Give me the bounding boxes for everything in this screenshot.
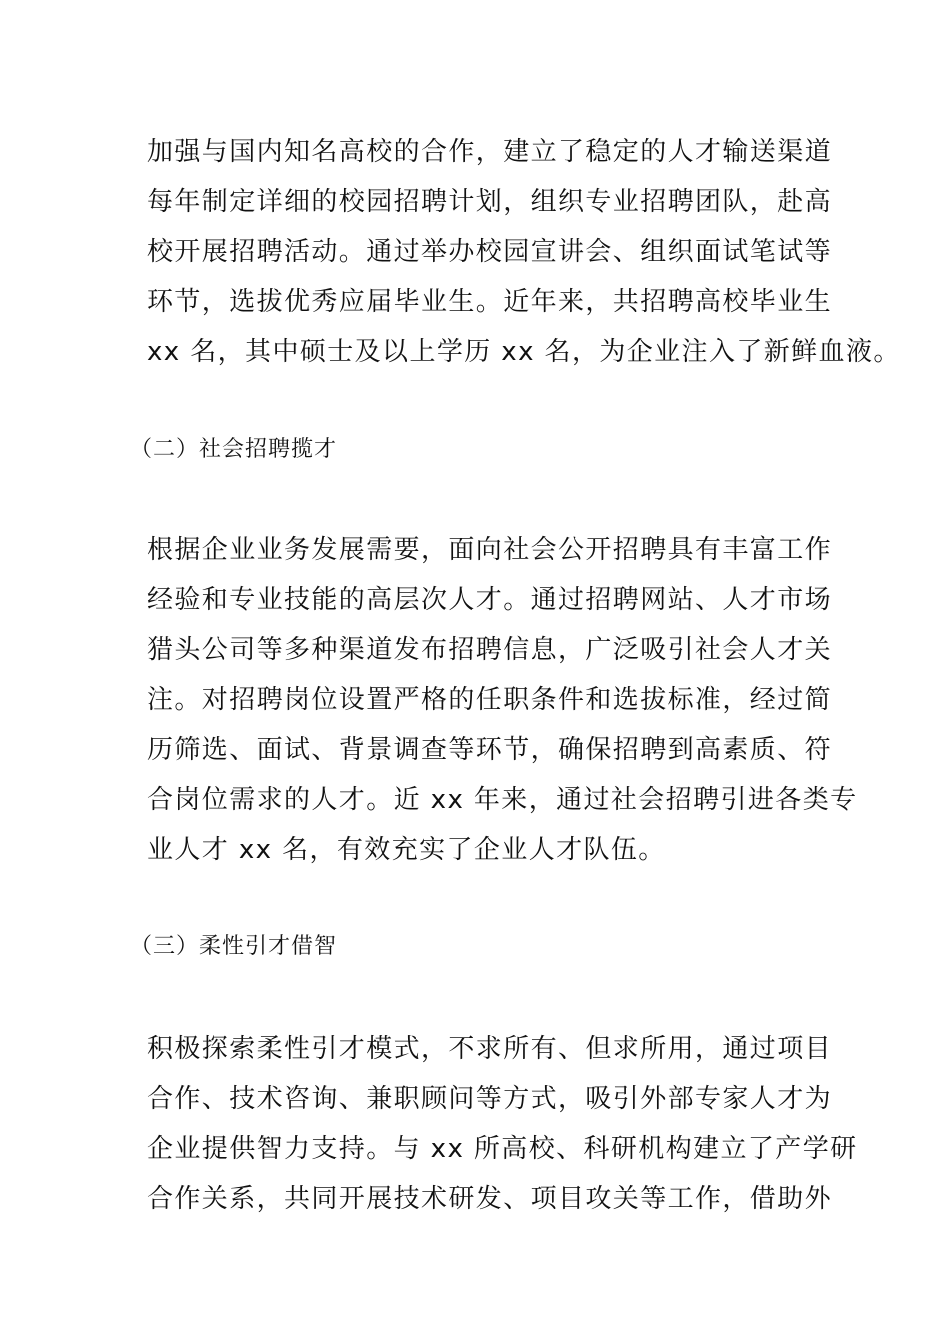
paragraph-2-line-4: 注。对招聘岗位设置严格的任职条件和选拔标准，经过简 (147, 685, 833, 715)
paragraph-2-line-6: 合岗位需求的人才。近 xx 年来，通过社会招聘引进各类专 (147, 785, 858, 815)
paragraph-2-line-1: 根据企业业务发展需要，面向社会公开招聘具有丰富工作 (147, 535, 833, 565)
paragraph-1-line-5: xx 名，其中硕士及以上学历 xx 名，为企业注入了新鲜血液。 (147, 337, 901, 367)
paragraph-3-line-2: 合作、技术咨询、兼职顾问等方式，吸引外部专家人才为 (147, 1084, 833, 1114)
paragraph-2-line-3: 猎头公司等多种渠道发布招聘信息，广泛吸引社会人才关 (147, 635, 833, 665)
paragraph-3-line-1: 积极探索柔性引才模式，不求所有、但求所用，通过项目 (147, 1034, 833, 1064)
paragraph-2-line-2: 经验和专业技能的高层次人才。通过招聘网站、人才市场 (147, 585, 833, 615)
paragraph-2-line-7: 业人才 xx 名，有效充实了企业人才队伍。 (147, 835, 666, 865)
paragraph-1-line-2: 每年制定详细的校园招聘计划，组织专业招聘团队，赴高 (147, 187, 833, 217)
section-heading-2: （二）社会招聘揽才 (130, 437, 338, 462)
paragraph-3-line-4: 合作关系，共同开展技术研发、项目攻关等工作，借助外 (147, 1184, 833, 1214)
paragraph-3-line-3: 企业提供智力支持。与 xx 所高校、科研机构建立了产学研 (147, 1134, 858, 1164)
section-heading-3: （三）柔性引才借智 (130, 934, 338, 959)
paragraph-1-line-3: 校开展招聘活动。通过举办校园宣讲会、组织面试笔试等 (147, 237, 833, 267)
paragraph-1-line-4: 环节，选拔优秀应届毕业生。近年来，共招聘高校毕业生 (147, 287, 833, 317)
paragraph-2-line-5: 历筛选、面试、背景调查等环节，确保招聘到高素质、符 (147, 735, 833, 765)
paragraph-1-line-1: 加强与国内知名高校的合作，建立了稳定的人才输送渠道 (147, 137, 833, 167)
